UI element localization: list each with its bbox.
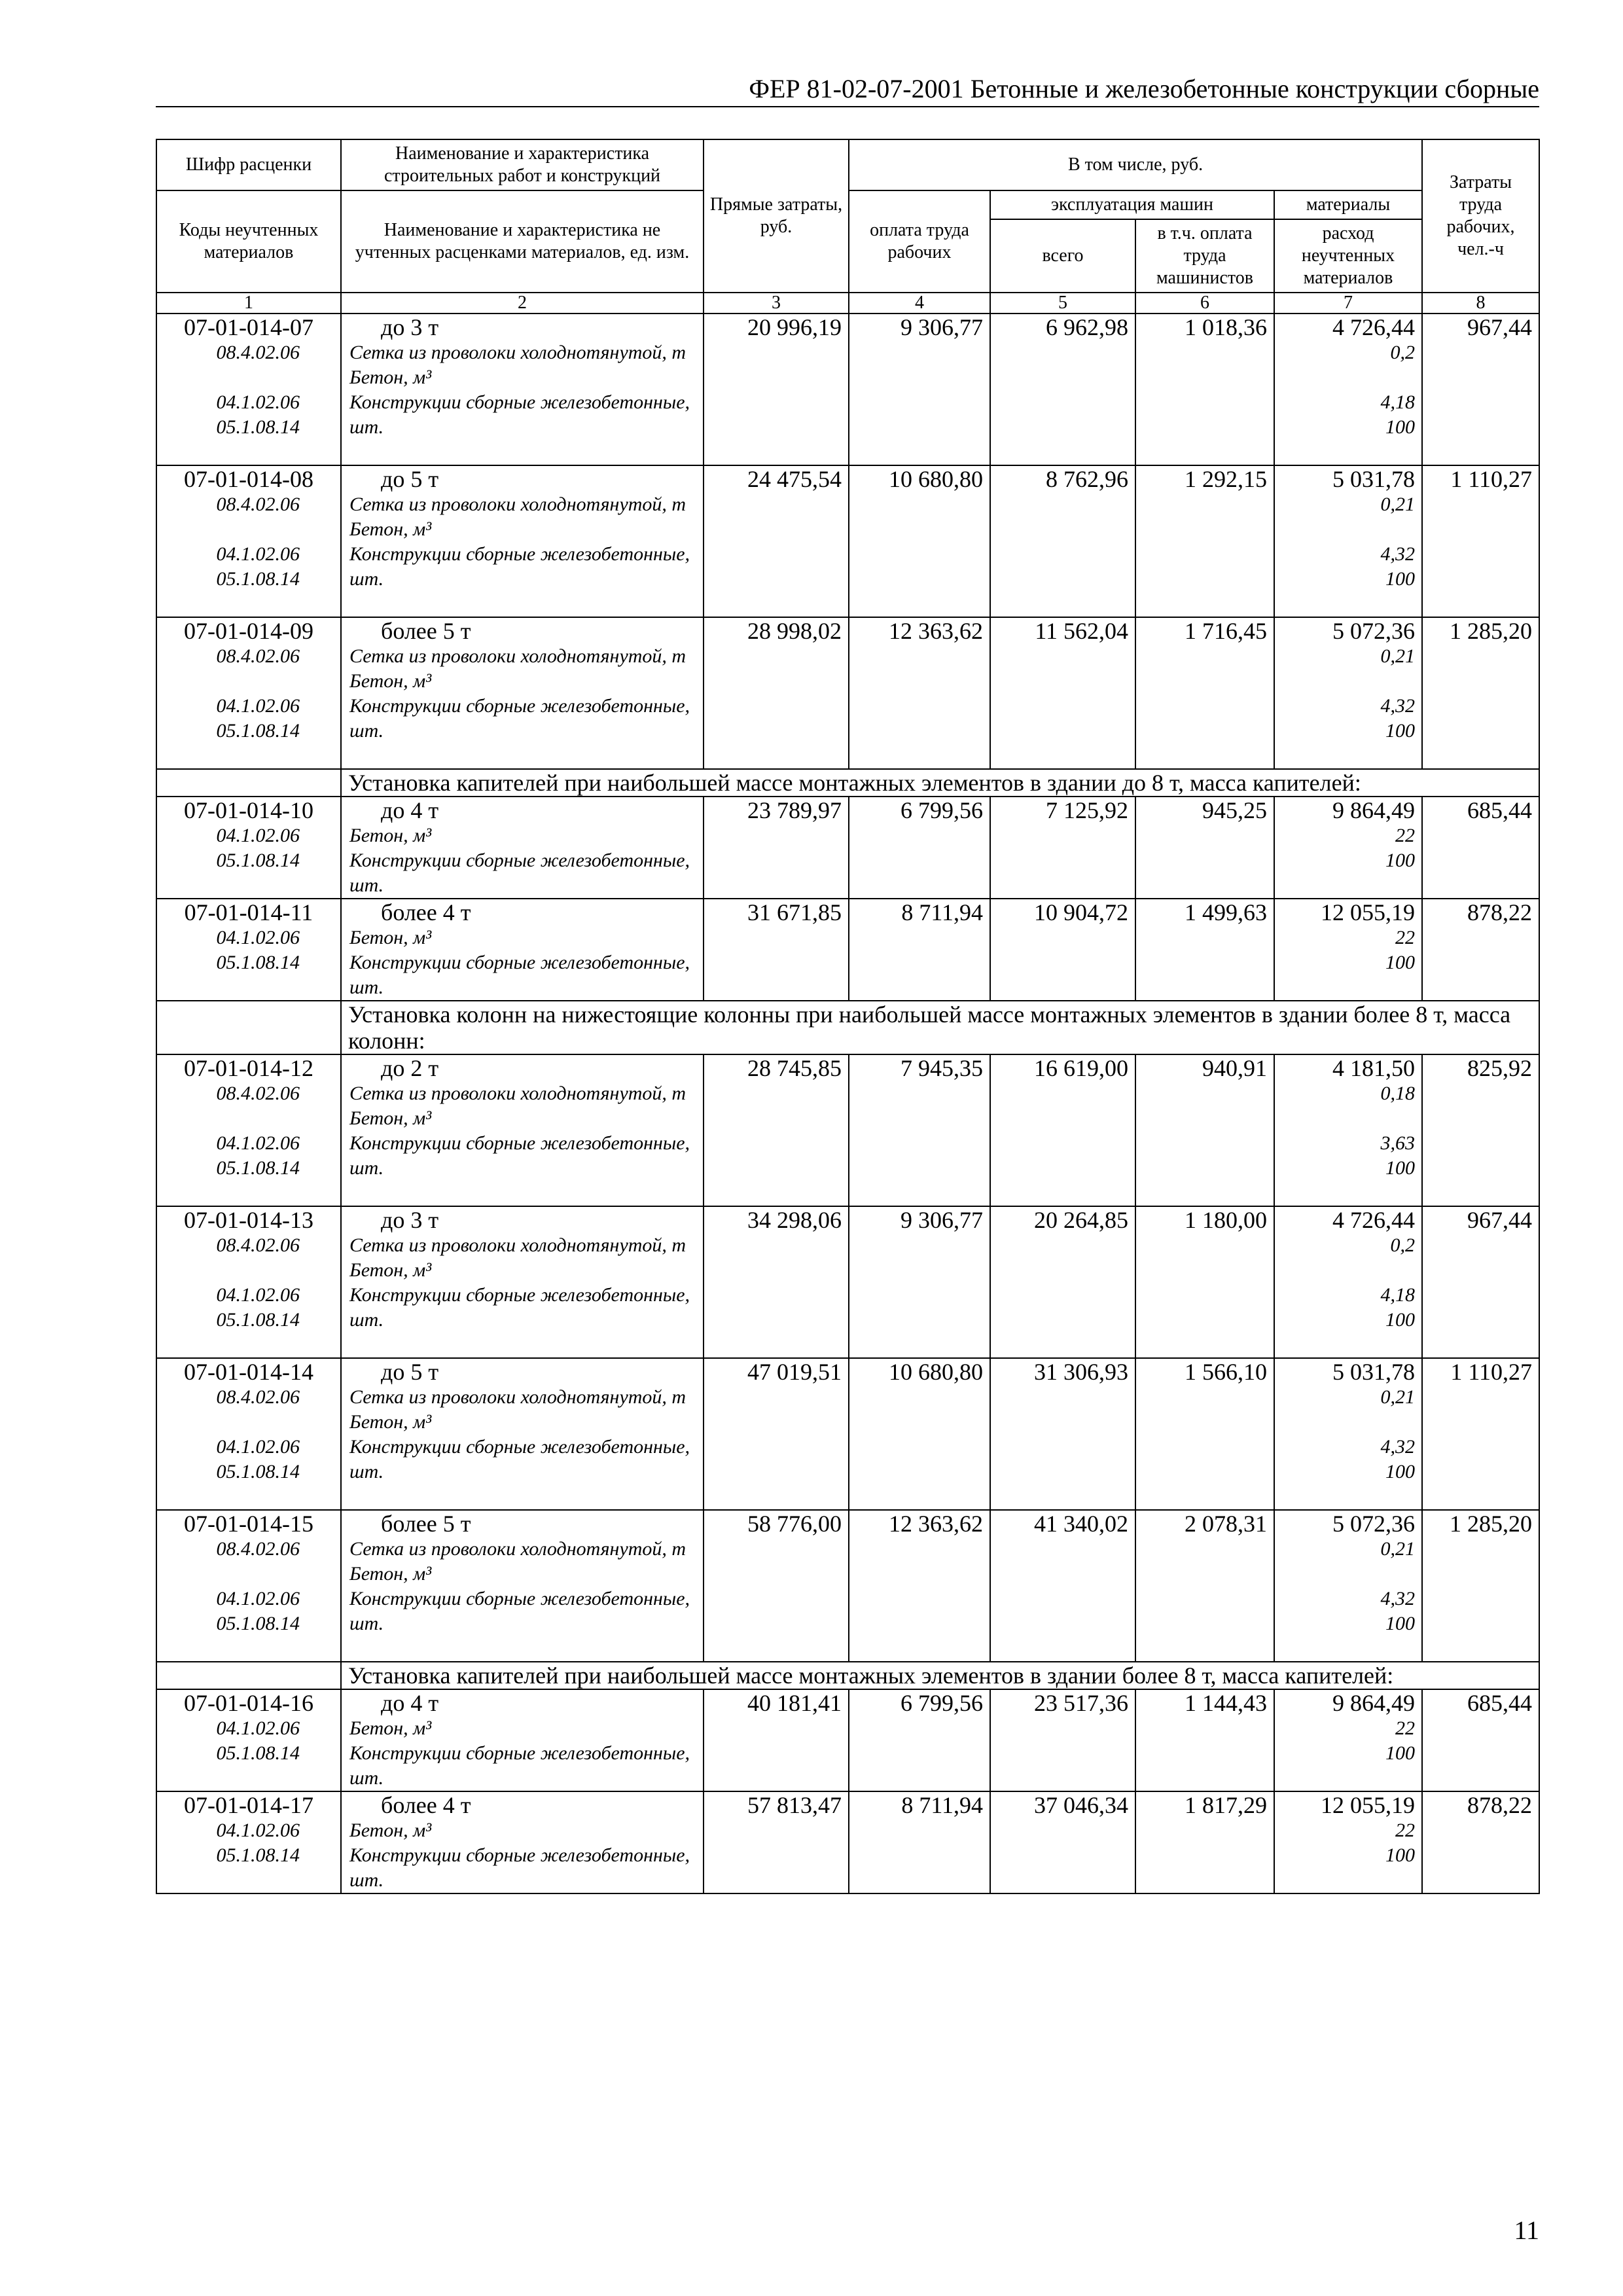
material-quantity: 0,21 [1380,493,1416,515]
code-cell [156,1206,341,1358]
materials-cell [1274,797,1422,899]
rate-row [156,1054,1539,1206]
machines-total: 31 306,93 [990,1358,1135,1510]
column-number: 4 [849,293,990,314]
rate-name: до 3 т [381,314,439,340]
name-cell [341,797,704,899]
direct-costs: 28 998,02 [704,617,849,769]
machines-pay: 2 078,31 [1135,1510,1274,1662]
material-name: Сетка из проволоки холоднотянутой, т [349,342,687,363]
material-code: 05.1.08.14 [216,568,300,590]
code-cell [156,1358,341,1510]
materials-cell [1274,1689,1422,1791]
labor-pay: 8 711,94 [849,1791,990,1893]
column-numbers-row [156,293,1539,314]
rate-row [156,1791,1539,1893]
material-quantity: 100 [1385,1844,1416,1866]
rate-code: 07-01-014-07 [184,314,313,340]
column-number: 8 [1422,293,1539,314]
section-row [156,1001,1539,1054]
code-cell [156,465,341,617]
rate-name: до 4 т [381,1690,439,1716]
material-code: 04.1.02.06 [216,1436,300,1458]
material-name: Конструкции сборные железобетонные, шт. [349,1132,690,1179]
rate-code: 07-01-014-11 [184,899,313,925]
head-machines-pay: в т.ч. оплата труда машинистов [1135,219,1274,293]
material-quantity: 3,63 [1380,1132,1416,1154]
labor-cost: 1 285,20 [1422,1510,1539,1662]
labor-cost: 967,44 [1422,1206,1539,1358]
head-machines: эксплуатация машин [990,190,1274,219]
rate-name: до 2 т [381,1055,439,1081]
machines-total: 20 264,85 [990,1206,1135,1358]
labor-cost: 878,22 [1422,1791,1539,1893]
material-name: Конструкции сборные железобетонные, шт. [349,1588,690,1634]
material-name: Сетка из проволоки холоднотянутой, т [349,1083,687,1104]
materials-cell [1274,1510,1422,1662]
material-quantity: 4,32 [1380,1588,1416,1609]
material-quantity: 100 [1385,416,1416,438]
material-name: Конструкции сборные железобетонные, шт. [349,695,690,742]
material-name: Бетон, м³ [349,1411,432,1433]
labor-pay: 6 799,56 [849,797,990,899]
code-cell [156,1054,341,1206]
page-header-title: ФЕР 81-02-07-2001 Бетонные и железобетонные конструкции сборные [749,74,1539,103]
material-quantity: 22 [1395,825,1416,846]
rate-row [156,617,1539,769]
head-code-bottom: Коды неучтенных материалов [156,190,341,293]
materials-cell [1274,314,1422,465]
head-materials-usage: расход неучтенных материалов [1274,219,1422,293]
section-empty-cell [156,1001,341,1054]
material-code: 04.1.02.06 [216,695,300,717]
head-direct-costs: Прямые затраты, руб. [704,139,849,293]
code-cell [156,1791,341,1893]
code-cell [156,899,341,1001]
material-code: 04.1.02.06 [216,825,300,846]
labor-pay: 10 680,80 [849,465,990,617]
rate-row [156,1358,1539,1510]
materials-cell [1274,1358,1422,1510]
direct-costs: 58 776,00 [704,1510,849,1662]
labor-pay: 10 680,80 [849,1358,990,1510]
material-name: Бетон, м³ [349,1820,432,1841]
section-row [156,1662,1539,1689]
name-cell [341,465,704,617]
material-code: 05.1.08.14 [216,1461,300,1482]
material-quantity: 100 [1385,720,1416,742]
labor-cost: 1 110,27 [1422,465,1539,617]
header-rule [156,106,1539,107]
name-cell [341,1689,704,1791]
labor-cost: 825,92 [1422,1054,1539,1206]
labor-cost: 1 110,27 [1422,1358,1539,1510]
material-code: 05.1.08.14 [216,1844,300,1866]
rate-name: до 4 т [381,797,439,823]
rate-row [156,1689,1539,1791]
direct-costs: 24 475,54 [704,465,849,617]
rate-code: 07-01-014-09 [184,618,313,644]
labor-pay: 12 363,62 [849,1510,990,1662]
section-title: Установка колонн на нижестоящие колонны при наибольшей массе монтажных элементов в здании более 8 т, масса колонн: [341,1001,1539,1054]
head-including: В том числе, руб. [849,139,1422,190]
material-name: Конструкции сборные железобетонные, шт. [349,543,690,590]
machines-pay: 1 716,45 [1135,617,1274,769]
material-name: Сетка из проволоки холоднотянутой, т [349,1386,687,1408]
materials-cell [1274,1791,1422,1893]
machines-total: 37 046,34 [990,1791,1135,1893]
material-code: 05.1.08.14 [216,416,300,438]
material-code: 04.1.02.06 [216,1717,300,1739]
materials-cost: 4 181,50 [1332,1055,1416,1081]
machines-total: 7 125,92 [990,797,1135,899]
material-quantity: 4,32 [1380,1436,1416,1458]
material-quantity: 0,21 [1380,1538,1416,1560]
direct-costs: 31 671,85 [704,899,849,1001]
labor-cost: 685,44 [1422,1689,1539,1791]
material-code: 08.4.02.06 [216,493,300,515]
rate-row [156,797,1539,899]
material-quantity: 100 [1385,568,1416,590]
name-cell [341,1054,704,1206]
machines-pay: 1 144,43 [1135,1689,1274,1791]
machines-total: 11 562,04 [990,617,1135,769]
name-cell [341,1206,704,1358]
rate-code: 07-01-014-14 [184,1359,313,1385]
name-cell [341,1791,704,1893]
machines-pay: 1 018,36 [1135,314,1274,465]
rates-table [156,139,1540,1894]
name-cell [341,314,704,465]
material-quantity: 0,21 [1380,645,1416,667]
materials-cost: 12 055,19 [1321,899,1416,925]
materials-cell [1274,899,1422,1001]
machines-pay: 945,25 [1135,797,1274,899]
code-cell [156,797,341,899]
material-name: Бетон, м³ [349,1563,432,1585]
material-quantity: 22 [1395,927,1416,948]
material-quantity: 100 [1385,1742,1416,1764]
material-name: Конструкции сборные железобетонные, шт. [349,1284,690,1331]
name-cell [341,899,704,1001]
machines-pay: 1 817,29 [1135,1791,1274,1893]
materials-cost: 4 726,44 [1332,1207,1416,1233]
material-name: Бетон, м³ [349,927,432,948]
material-quantity: 100 [1385,850,1416,871]
column-number: 3 [704,293,849,314]
material-quantity: 4,18 [1380,1284,1416,1306]
material-quantity: 4,32 [1380,543,1416,565]
material-code: 08.4.02.06 [216,1083,300,1104]
machines-total: 6 962,98 [990,314,1135,465]
page-number: 11 [1514,2215,1539,2245]
material-name: Конструкции сборные железобетонные, шт. [349,1742,690,1789]
material-name: Сетка из проволоки холоднотянутой, т [349,1234,687,1256]
machines-pay: 1 292,15 [1135,465,1274,617]
materials-cost: 4 726,44 [1332,314,1416,340]
material-code: 08.4.02.06 [216,342,300,363]
code-cell [156,1510,341,1662]
material-name: Сетка из проволоки холоднотянутой, т [349,493,687,515]
column-number: 7 [1274,293,1422,314]
material-code: 04.1.02.06 [216,1284,300,1306]
material-quantity: 100 [1385,1461,1416,1482]
name-cell [341,1358,704,1510]
labor-pay: 9 306,77 [849,1206,990,1358]
direct-costs: 57 813,47 [704,1791,849,1893]
direct-costs: 23 789,97 [704,797,849,899]
name-cell [341,617,704,769]
rate-code: 07-01-014-16 [184,1690,313,1716]
section-empty-cell [156,769,341,797]
column-number: 5 [990,293,1135,314]
material-name: Сетка из проволоки холоднотянутой, т [349,1538,687,1560]
materials-cost: 5 031,78 [1332,466,1416,492]
rate-row [156,314,1539,465]
rate-code: 07-01-014-17 [184,1792,313,1818]
section-title: Установка капителей при наибольшей массе монтажных элементов в здании более 8 т, масса капителей: [341,1662,1539,1689]
materials-cost: 12 055,19 [1321,1792,1416,1818]
material-code: 05.1.08.14 [216,1157,300,1179]
machines-total: 41 340,02 [990,1510,1135,1662]
rate-code: 07-01-014-13 [184,1207,313,1233]
material-code: 04.1.02.06 [216,543,300,565]
material-quantity: 100 [1385,1309,1416,1331]
material-quantity: 22 [1395,1717,1416,1739]
materials-cost: 9 864,49 [1332,797,1416,823]
direct-costs: 47 019,51 [704,1358,849,1510]
materials-cell [1274,1206,1422,1358]
materials-cell [1274,1054,1422,1206]
labor-pay: 7 945,35 [849,1054,990,1206]
material-name: Бетон, м³ [349,670,432,692]
material-code: 05.1.08.14 [216,1742,300,1764]
head-labor-pay: оплата труда рабочих [849,190,990,293]
materials-cell [1274,617,1422,769]
material-name: Сетка из проволоки холоднотянутой, т [349,645,687,667]
rate-name: до 3 т [381,1207,439,1233]
material-code: 05.1.08.14 [216,952,300,973]
material-code: 08.4.02.06 [216,645,300,667]
material-quantity: 22 [1395,1820,1416,1841]
head-labor-cost: Затраты труда рабочих, чел.-ч [1422,139,1539,293]
material-code: 04.1.02.06 [216,1588,300,1609]
rate-row [156,899,1539,1001]
material-code: 05.1.08.14 [216,1309,300,1331]
column-number: 6 [1135,293,1274,314]
material-name: Конструкции сборные железобетонные, шт. [349,1436,690,1482]
material-code: 08.4.02.06 [216,1538,300,1560]
head-machines-total: всего [990,219,1135,293]
rate-name: более 4 т [381,1792,471,1818]
rate-name: более 5 т [381,618,471,644]
head-code-top: Шифр расценки [156,139,341,190]
material-name: Конструкции сборные железобетонные, шт. [349,1844,690,1891]
materials-cost: 9 864,49 [1332,1690,1416,1716]
material-name: Конструкции сборные железобетонные, шт. [349,952,690,998]
material-quantity: 0,18 [1380,1083,1416,1104]
direct-costs: 28 745,85 [704,1054,849,1206]
code-cell [156,1689,341,1791]
direct-costs: 40 181,41 [704,1689,849,1791]
material-name: Бетон, м³ [349,367,432,388]
material-code: 04.1.02.06 [216,1820,300,1841]
labor-pay: 12 363,62 [849,617,990,769]
table-head [156,139,1539,314]
material-name: Конструкции сборные железобетонные, шт. [349,391,690,438]
section-empty-cell [156,1662,341,1689]
rate-code: 07-01-014-10 [184,797,313,823]
material-code: 08.4.02.06 [216,1234,300,1256]
machines-total: 23 517,36 [990,1689,1135,1791]
head-name-bottom: Наименование и характеристика не учтенных расценками материалов, ед. изм. [341,190,704,293]
head-materials: материалы [1274,190,1422,219]
rate-row [156,1206,1539,1358]
material-name: Бетон, м³ [349,825,432,846]
rate-name: до 5 т [381,466,439,492]
labor-cost: 878,22 [1422,899,1539,1001]
table-body [156,314,1539,1893]
material-code: 05.1.08.14 [216,1613,300,1634]
name-cell [341,1510,704,1662]
labor-cost: 1 285,20 [1422,617,1539,769]
column-number: 2 [341,293,704,314]
material-quantity: 0,2 [1390,342,1416,363]
material-code: 04.1.02.06 [216,391,300,413]
rate-name: более 5 т [381,1511,471,1537]
section-row [156,769,1539,797]
material-code: 08.4.02.06 [216,1386,300,1408]
material-name: Конструкции сборные железобетонные, шт. [349,850,690,896]
code-cell [156,617,341,769]
material-code: 04.1.02.06 [216,1132,300,1154]
material-quantity: 100 [1385,1157,1416,1179]
material-name: Бетон, м³ [349,518,432,540]
rate-name: более 4 т [381,899,471,925]
rate-code: 07-01-014-12 [184,1055,313,1081]
labor-cost: 685,44 [1422,797,1539,899]
material-code: 05.1.08.14 [216,720,300,742]
column-number: 1 [156,293,341,314]
code-cell [156,314,341,465]
rate-row [156,465,1539,617]
material-quantity: 4,18 [1380,391,1416,413]
material-quantity: 0,2 [1390,1234,1416,1256]
material-name: Бетон, м³ [349,1107,432,1129]
machines-total: 16 619,00 [990,1054,1135,1206]
machines-pay: 1 566,10 [1135,1358,1274,1510]
labor-pay: 6 799,56 [849,1689,990,1791]
head-name-top: Наименование и характеристика строительных работ и конструкций [341,139,704,190]
rate-row [156,1510,1539,1662]
machines-pay: 940,91 [1135,1054,1274,1206]
machines-pay: 1 499,63 [1135,899,1274,1001]
machines-total: 8 762,96 [990,465,1135,617]
rate-name: до 5 т [381,1359,439,1385]
direct-costs: 34 298,06 [704,1206,849,1358]
materials-cost: 5 072,36 [1332,1511,1416,1537]
material-quantity: 100 [1385,1613,1416,1634]
section-title: Установка капителей при наибольшей массе монтажных элементов в здании до 8 т, масса капителей: [341,769,1539,797]
material-quantity: 4,32 [1380,695,1416,717]
labor-pay: 8 711,94 [849,899,990,1001]
material-quantity: 0,21 [1380,1386,1416,1408]
machines-total: 10 904,72 [990,899,1135,1001]
material-name: Бетон, м³ [349,1717,432,1739]
direct-costs: 20 996,19 [704,314,849,465]
labor-pay: 9 306,77 [849,314,990,465]
materials-cost: 5 072,36 [1332,618,1416,644]
rate-code: 07-01-014-08 [184,466,313,492]
material-name: Бетон, м³ [349,1259,432,1281]
labor-cost: 967,44 [1422,314,1539,465]
materials-cost: 5 031,78 [1332,1359,1416,1385]
material-code: 05.1.08.14 [216,850,300,871]
rate-code: 07-01-014-15 [184,1511,313,1537]
machines-pay: 1 180,00 [1135,1206,1274,1358]
material-code: 04.1.02.06 [216,927,300,948]
materials-cell [1274,465,1422,617]
material-quantity: 100 [1385,952,1416,973]
